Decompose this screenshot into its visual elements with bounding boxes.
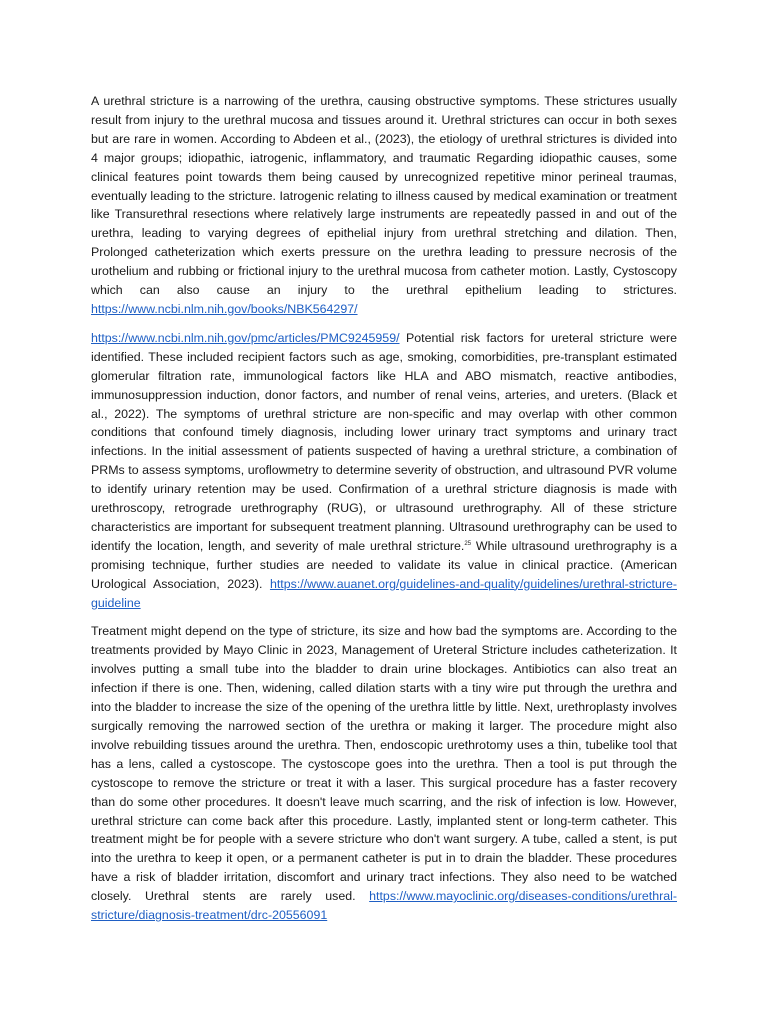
paragraph-text: A urethral stricture is a narrowing of the urethra, causing obstructive symptoms. These strictures usually result from injury to the urethral mucosa and tissues around it. Urethral strictures can occur in both sexes but are rare in women. According to Abdeen et al., (2023), the etiology of urethral strictures is divided into 4 major groups; idiopathic, iatrogenic, inflammatory, and traumatic Regarding idiopathic causes, some clinical features point towards them being caused by unrecognized repetitive minor perineal traumas, eventually leading to the stricture. Iatrogenic relating to illness caused by medical examination or treatment like Transurethral resections where relatively large instruments are repeatedly passed in and out of the urethra, leading to varying degrees of epithelial injury from urethral stretching and dilation. Then, Prolonged catheterization which exerts pressure on the urethra leading to pressure necrosis of the urothelium and rubbing or frictional injury to the urethral mucosa from catheter motion. Lastly, Cystoscopy which can also cause an injury to the urethral epithelium leading to strictures. — [91, 94, 677, 298]
paragraph-etiology — [91, 92, 677, 319]
paragraph-text-continued: While ultrasound urethrography is a promising technique, further studies are needed to validate its value in clinical practice. (American Urological Association, 2023). — [91, 538, 678, 591]
paragraph-text: Potential risk factors for ureteral stricture were identified. These included recipient factors such as age, smoking, comorbidities, pre-transplant estimated glomerular filtration rate, immunological factors like HLA and ABO mismatch, reactive antibodies, immunosuppression induction, donor factors, and number of renal veins, arteries, and ureters. (Black et al., 2022). The symptoms of urethral stricture are non-specific and may overlap with other common conditions that confound timely diagnosis, including lower urinary tract symptoms and urinary tract infections. In the initial assessment of patients suspected of having a urethral stricture, a combination of PRMs to assess symptoms, uroflowmetry to determine severity of obstruction, and ultrasound PVR volume to identify urinary retention may be used. Confirmation of a urethral stricture diagnosis is made with urethroscopy, retrograde urethrography (RUG), or ultrasound urethrography. All of these stricture characteristics are important for subsequent treatment planning. Ultrasound urethrography can be used to identify the location, length, and severity of male urethral stricture. — [91, 330, 677, 553]
link-mayoclinic[interactable]: https://www.mayoclinic.org/diseases-conditions/urethral-stricture/diagnosis-treatment/drc-20556091 — [91, 889, 677, 923]
document-body — [91, 92, 677, 935]
paragraph-text: Treatment might depend on the type of stricture, its size and how bad the symptoms are. According to the treatments provided by Mayo Clinic in 2023, Management of Ureteral Stricture includes catheterization. It involves putting a small tube into the bladder to drain urine blockages. Antibiotics can also treat an infection if there is one. Then, widening, called dilation starts with a tiny wire put through the urethra and into the bladder to increase the size of the opening of the urethra little by little. Next, urethroplasty involves surgically removing the narrowed section of the urethra or making it larger. The procedure might also involve rebuilding tissues around the urethra. Then, endoscopic urethrotomy uses a thin, tubelike tool that has a lens, called a cystoscope. The cystoscope goes into the urethra. Then a tool is put through the cystoscope to remove the stricture or treat it with a laser. This surgical procedure has a faster recovery than do some other procedures. It doesn't leave much scarring, and the risk of infection is low. However, urethral stricture can come back after this procedure. Lastly, implanted stent or long-term catheter. This treatment might be for people with a severe stricture who don't want surgery. A tube, called a stent, is put into the urethra to keep it open, or a permanent catheter is put in to drain the bladder. These procedures have a risk of bladder irritation, discomfort and urinary tract infections. They also need to be watched closely. Urethral stents are rarely used. — [91, 624, 677, 904]
paragraph-risk-factors — [91, 329, 677, 613]
citation-superscript: 25 — [464, 540, 472, 547]
link-ncbi-books[interactable]: https://www.ncbi.nlm.nih.gov/books/NBK564297/ — [91, 301, 358, 316]
paragraph-treatment — [91, 622, 677, 925]
link-ncbi-pmc[interactable]: https://www.ncbi.nlm.nih.gov/pmc/articles/PMC9245959/ — [91, 330, 400, 345]
link-auanet-guideline[interactable]: https://www.auanet.org/guidelines-and-quality/guidelines/urethral-stricture-guideline — [91, 576, 677, 610]
